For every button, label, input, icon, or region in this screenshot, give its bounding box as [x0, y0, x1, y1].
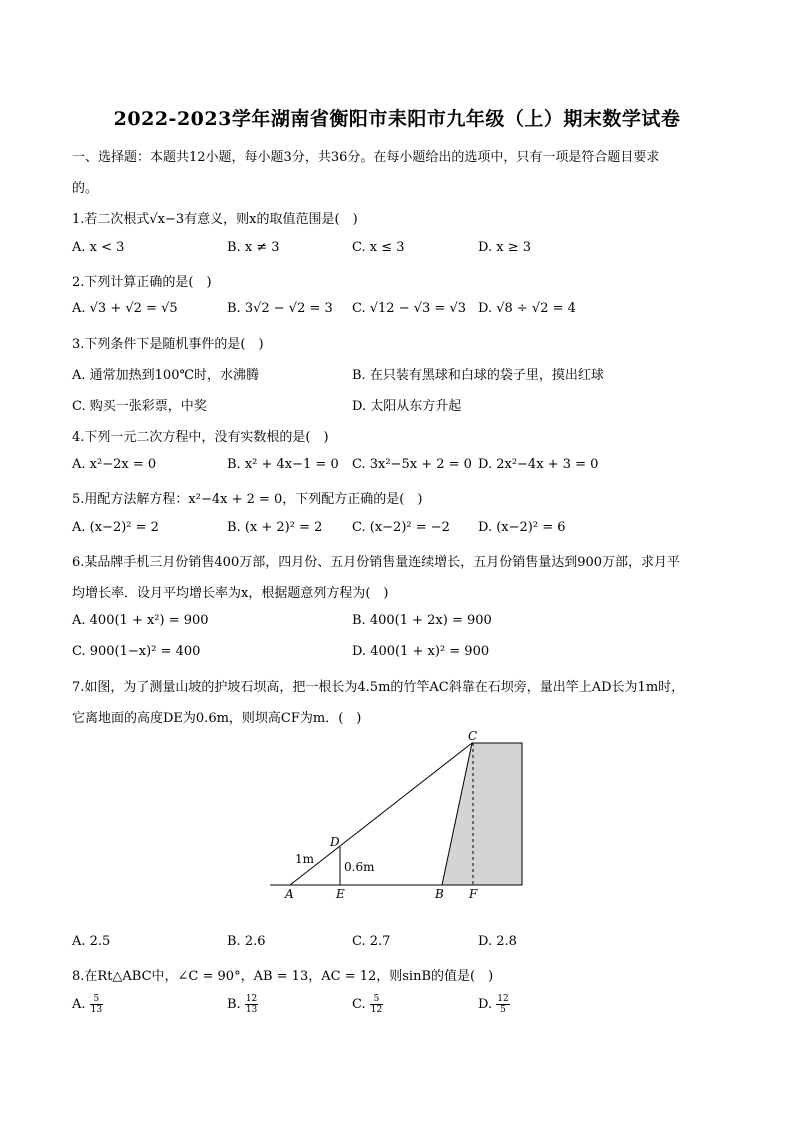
question-6-option-a: A. 400(1 + x²) = 900: [72, 613, 209, 628]
fraction: [370, 994, 383, 1015]
question-8-option-d: [478, 994, 510, 1015]
label-ad-length: 1m: [295, 852, 315, 866]
label-b: B: [435, 887, 444, 901]
question-1-stem: 1.若二次根式√x−3有意义，则x的取值范围是( ): [72, 212, 358, 227]
fraction: [245, 994, 258, 1015]
dam-figure: [262, 726, 532, 906]
fraction-denominator: 12: [370, 1005, 383, 1015]
question-3-option-c: C. 购买一张彩票，中奖: [72, 399, 207, 414]
question-4-option-a: A. x²−2x = 0: [72, 457, 157, 472]
fraction-numerator: 5: [370, 994, 383, 1005]
question-3-stem: 3.下列条件下是随机事件的是( ): [72, 337, 264, 352]
fraction-denominator: 5: [500, 1005, 506, 1015]
fraction: [90, 994, 103, 1015]
question-8-option-a: [72, 994, 103, 1015]
option-label: D.: [478, 997, 493, 1012]
question-3-option-b: B. 在只装有黑球和白球的袋子里，摸出红球: [352, 368, 604, 383]
question-4-stem: 4.下列一元二次方程中，没有实数根的是( ): [72, 430, 329, 445]
question-1-option-a: A. x < 3: [72, 240, 125, 255]
question-4-option-b: B. x² + 4x−1 = 0: [227, 457, 339, 472]
question-2-stem: 2.下列计算正确的是( ): [72, 275, 212, 290]
label-a: A: [285, 887, 294, 901]
question-8-option-b: [227, 994, 258, 1015]
page-title: 2022-2023学年湖南省衡阳市耒阳市九年级（上）期末数学试卷: [113, 108, 681, 130]
fraction-denominator: 13: [245, 1005, 258, 1015]
question-6-option-b: B. 400(1 + 2x) = 900: [352, 613, 492, 628]
question-3-option-d: D. 太阳从东方升起: [352, 399, 462, 414]
option-label: C.: [352, 997, 366, 1012]
question-2-option-a: A. √3 + √2 = √5: [72, 301, 178, 316]
question-8-stem: 8.在Rt△ABC中，∠C = 90°，AB = 13，AC = 12，则sinB的值是( ): [72, 969, 494, 984]
question-2-option-c: C. √12 − √3 = √3: [352, 301, 466, 316]
dam-body: [442, 743, 522, 885]
question-5-option-b: B. (x + 2)² = 2: [227, 520, 323, 535]
question-7-option-c: C. 2.7: [352, 934, 391, 949]
question-3-option-a: A. 通常加热到100℃时，水沸腾: [72, 368, 260, 383]
question-1-option-b: B. x ≠ 3: [227, 240, 280, 255]
question-5-option-a: A. (x−2)² = 2: [72, 520, 159, 535]
pole-ac: [290, 743, 472, 885]
question-8-option-c: [352, 994, 383, 1015]
label-c: C: [468, 729, 478, 743]
option-label: A.: [72, 997, 86, 1012]
question-1-option-c: C. x ≤ 3: [352, 240, 405, 255]
question-7-option-d: D. 2.8: [478, 934, 517, 949]
question-6-option-c: C. 900(1−x)² = 400: [72, 644, 201, 659]
section-instructions-line1: 一、选择题：本题共12小题，每小题3分，共36分。在每小题给出的选项中，只有一项是符合题目要求: [72, 150, 660, 165]
question-6-stem-line2: 均增长率．设月平均增长率为x，根据题意列方程为( ): [72, 586, 389, 601]
question-7-stem-line1: 7.如图，为了测量山坡的护坡石坝高，把一根长为4.5m的竹竿AC斜靠在石坝旁，量出竿上AD长为1m时，: [72, 680, 685, 695]
question-2-option-b: B. 3√2 − √2 = 3: [227, 301, 333, 316]
label-de-length: 0.6m: [344, 860, 375, 874]
fraction-denominator: 13: [90, 1005, 103, 1015]
section-instructions-line2: 的。: [72, 181, 99, 196]
option-label: B.: [227, 997, 241, 1012]
question-6-option-d: D. 400(1 + x)² = 900: [352, 644, 490, 659]
label-f: F: [469, 887, 478, 901]
fraction: [496, 994, 509, 1015]
label-d: D: [330, 835, 340, 849]
question-1-option-d: D. x ≥ 3: [478, 240, 531, 255]
question-7-stem-line2: 它离地面的高度DE为0.6m，则坝高CF为m．( ): [72, 711, 362, 726]
question-2-option-d: D. √8 ÷ √2 = 4: [478, 301, 576, 316]
question-4-option-d: D. 2x²−4x + 3 = 0: [478, 457, 599, 472]
question-5-stem: 5.用配方法解方程：x²−4x + 2 = 0，下列配方正确的是( ): [72, 492, 423, 507]
question-4-option-c: C. 3x²−5x + 2 = 0: [352, 457, 472, 472]
label-e: E: [336, 887, 345, 901]
question-5-option-d: D. (x−2)² = 6: [478, 520, 566, 535]
question-7-option-b: B. 2.6: [227, 934, 266, 949]
fraction-numerator: 12: [497, 994, 509, 1004]
question-7-option-a: A. 2.5: [72, 934, 111, 949]
fraction-numerator: 12: [245, 994, 258, 1004]
fraction-numerator: 5: [90, 994, 103, 1005]
question-5-option-c: C. (x−2)² = −2: [352, 520, 450, 535]
question-6-stem-line1: 6.某品牌手机三月份销售400万部，四月份、五月份销售量连续增长，五月份销售量达到900万部，求月平: [72, 555, 681, 570]
